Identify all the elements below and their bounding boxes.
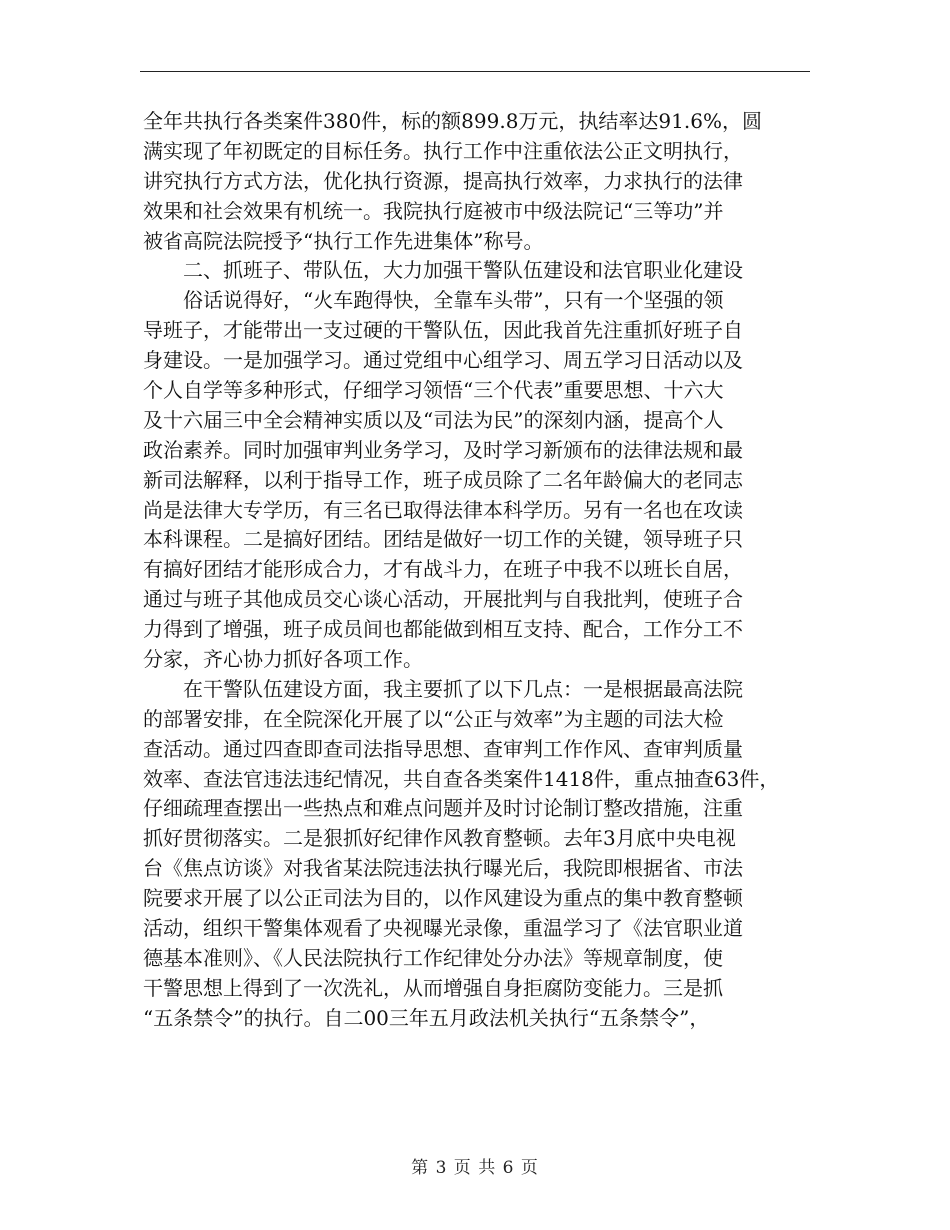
text-line: 俗话说得好，“火车跑得快，全靠车头带”，只有一个坚强的领	[183, 288, 724, 313]
text-line: 干警思想上得到了一次洗礼，从而增强自身拒腐防变能力。三是抓	[143, 975, 723, 1000]
text-line: 满实现了年初既定的目标任务。执行工作中注重依法公正文明执行，	[143, 138, 743, 163]
text-line: 分家，齐心协力抓好各项工作。	[143, 647, 423, 672]
text-line: 活动，组织干警集体观看了央视曝光录像，重温学习了《法官职业道	[143, 916, 743, 941]
text-line: 效果和社会效果有机统一。我院执行庭被市中级法院记“三等功”并	[143, 198, 724, 223]
text-line: 讲究执行方式方法，优化执行资源，提高执行效率，力求执行的法律	[143, 168, 743, 193]
header-rule	[140, 71, 810, 72]
text-line: 导班子，才能带出一支过硬的干警队伍，因此我首先注重抓好班子自	[143, 318, 743, 343]
text-line: 效率、查法官违法违纪情况，共自查各类案件1418件，重点抽查63件，	[143, 766, 780, 791]
text-line: 身建设。一是加强学习。通过党组中心组学习、周五学习日活动以及	[143, 348, 743, 373]
text-line: 新司法解释，以利于指导工作，班子成员除了二名年龄偏大的老同志	[143, 467, 743, 492]
text-line: 有搞好团结才能形成合力，才有战斗力，在班子中我不以班长自居，	[143, 557, 743, 582]
text-line: 二、抓班子、带队伍，大力加强干警队伍建设和法官职业化建设	[183, 258, 743, 283]
page-footer: 第 3 页 共 6 页	[411, 1158, 539, 1178]
text-line: 德基本准则》、《人民法院执行工作纪律处分办法》等规章制度，使	[143, 945, 723, 970]
text-line: 在干警队伍建设方面，我主要抓了以下几点：一是根据最高法院	[183, 676, 743, 701]
text-line: 及十六届三中全会精神实质以及“司法为民”的深刻内涵，提高个人	[143, 407, 724, 432]
document-body	[143, 107, 833, 1034]
text-line: 力得到了增强，班子成员间也都能做到相互支持、配合，工作分工不	[143, 617, 743, 642]
text-line: 院要求开展了以公正司法为目的，以作风建设为重点的集中教育整顿	[143, 886, 743, 911]
text-line: 的部署安排，在全院深化开展了以“公正与效率”为主题的司法大检	[143, 706, 724, 731]
text-line: 政治素养。同时加强审判业务学习，及时学习新颁布的法律法规和最	[143, 437, 743, 462]
text-line: 尚是法律大专学历，有三名已取得法律本科学历。另有一名也在攻读	[143, 497, 743, 522]
text-line: 台《焦点访谈》对我省某法院违法执行曝光后，我院即根据省、市法	[143, 856, 743, 881]
text-line: 本科课程。二是搞好团结。团结是做好一切工作的关键，领导班子只	[143, 527, 743, 552]
text-line: 抓好贯彻落实。二是狠抓好纪律作风教育整顿。去年3月底中央电视	[143, 826, 736, 851]
text-line: “五条禁令”的执行。自二00三年五月政法机关执行“五条禁令”，	[143, 1005, 710, 1030]
text-line: 全年共执行各类案件380件，标的额899.8万元，执结率达91.6%，圆	[143, 109, 762, 133]
text-line: 仔细疏理查摆出一些热点和难点问题并及时讨论制订整改措施，注重	[143, 796, 743, 821]
text-line: 查活动。通过四查即查司法指导思想、查审判工作作风、查审判质量	[143, 736, 743, 761]
text-line: 被省高院法院授予“执行工作先进集体”称号。	[143, 228, 544, 253]
text-line: 通过与班子其他成员交心谈心活动，开展批判与自我批判，使班子合	[143, 587, 743, 612]
text-line: 个人自学等多种形式，仔细学习领悟“三个代表”重要思想、十六大	[143, 378, 724, 403]
